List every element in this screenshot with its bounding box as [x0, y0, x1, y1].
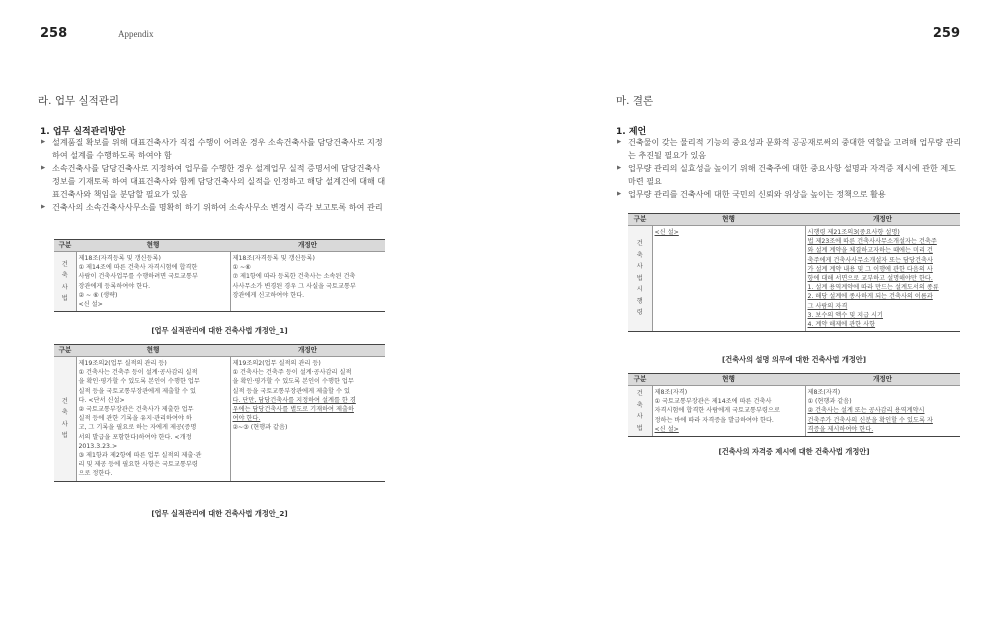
amendment-table — [628, 213, 960, 332]
section-title: 마. 결론 — [616, 95, 654, 107]
row-label — [628, 226, 652, 332]
header-current: 현행 — [76, 240, 230, 252]
proposed-text — [805, 226, 960, 332]
row-label-char: 사 — [61, 283, 68, 291]
current-text — [652, 386, 805, 437]
row-label-char: 건 — [61, 260, 68, 268]
header-category: 구분 — [628, 214, 652, 226]
cell-line: 제8조(자격) — [654, 389, 688, 396]
cell-line: 제8조(자격) — [807, 389, 841, 396]
row-label-char: 건 — [61, 397, 68, 405]
header-proposed: 개정안 — [230, 240, 385, 252]
cell-line: 가 설계 계약 내용 및 그 이행에 관한 다음의 사 — [807, 265, 933, 273]
cell-line: 2013.3.23.> — [78, 442, 118, 450]
bullet-list — [616, 136, 966, 201]
row-label-char: 축 — [636, 251, 643, 259]
cell-line: 격증을 제시하여야 한다. — [807, 425, 874, 433]
cell-line: <신 설> — [654, 425, 679, 433]
cell-line: 제19조의2(업무 실적의 관리 등) — [78, 360, 167, 367]
cell-line: 축주에게 건축사사무소개설자 또는 담당건축사 — [807, 256, 933, 264]
row-label — [54, 357, 76, 482]
cell-line: 건축주가 건축사의 신분을 확인할 수 있도록 자 — [807, 416, 933, 424]
cell-line: ① 제14조에 따른 건축사 자격시험에 합격한 — [78, 264, 198, 272]
row-label — [628, 386, 652, 437]
cell-line: 와 설계 계약을 체결하고자하는 때에는 미리 건 — [807, 247, 933, 255]
table-caption: [건축사의 설명 의무에 대한 건축사법 개정안] — [721, 355, 867, 364]
table-caption: [업무 실적관리에 대한 건축사법 개정안_1] — [151, 326, 288, 335]
cell-line: ① 건축사는 건축주 등이 설계·공사감리 실적 — [78, 369, 198, 377]
cell-line: 리 및 제공 등에 필요한 사항은 국토교통부령 — [78, 461, 198, 469]
cell-line: 4. 계약 해제에 관한 사항 — [807, 321, 876, 329]
row-label — [54, 252, 76, 312]
row-label-char: 사 — [636, 263, 643, 271]
cell-line: 다. <단서 신설> — [78, 396, 125, 404]
cell-line: 3. 보수의 액수 및 지급 시기 — [807, 311, 884, 319]
row-label-char: 사 — [61, 420, 68, 428]
row-label-char: 축 — [61, 272, 68, 280]
cell-line: 사람이 건축사업무를 수행하려면 국토교통부 — [78, 273, 198, 281]
row-label-char: 령 — [636, 309, 643, 317]
cell-line: 제19조의2(업무 실적의 관리 등) — [232, 360, 321, 367]
page-number: 259 — [932, 26, 960, 41]
cell-line: 여야 한다. — [232, 415, 261, 423]
cell-line: 자격시험에 합격한 사람에게 국토교통부령으로 — [654, 407, 780, 415]
row-label-char: 건 — [636, 240, 643, 248]
bullet-item: ▶ 소속건축사를 담당건축사로 지정하여 업무를 수행한 경우 설계업무 실적 증명서에 담당건축사 정보를 기재토록 하여 대표건축사와 함께 담당건축사의 실적을 인정하고 해당 설계건에 대해 대표건축사와 책임을 분담할 필요가 있음 — [40, 162, 390, 201]
right-page — [500, 0, 1000, 625]
current-text — [76, 252, 230, 312]
cell-line: ② 국토교통부장관은 건축사가 제출한 업무 — [78, 406, 194, 414]
cell-line: 으로 정한다. — [78, 470, 113, 478]
cell-line: ① (현행과 같음) — [807, 398, 852, 406]
cell-line: 1. 설계 용역계약에 따라 만드는 설계도서의 종류 — [807, 284, 939, 292]
cell-line: 그 사람의 자격 — [807, 302, 848, 310]
cell-line: 을 확인·평가할 수 있도록 본인이 수행한 업무 — [78, 378, 200, 386]
proposed-text — [805, 386, 960, 437]
cell-line: 다. 단만, 담당건축사를 지정하여 설계를 한 경 — [232, 396, 356, 404]
cell-line: 시행령 제21조의3(중요사항 설명) — [807, 229, 900, 236]
cell-line: ① 국토교통부장관은 제14조에 따른 건축사 — [654, 398, 772, 406]
row-label-char: 법 — [636, 274, 643, 282]
cell-line: 고, 그 기록을 필요로 하는 자에게 제공(증명 — [78, 424, 197, 432]
bullet-item: ▶ 설계품질 확보를 위해 대표건축사가 직접 수행이 어려운 경우 소속건축사를 담당건축사로 지정하여 설계를 수행하도록 하여야 함 — [40, 136, 390, 162]
header-current: 현행 — [76, 345, 230, 357]
row-label-char: 축 — [61, 409, 68, 417]
header-category: 구분 — [628, 374, 652, 386]
cell-line: 실적 등을 국토교통부장관에게 제출할 수 있 — [78, 387, 196, 395]
header-current: 현행 — [652, 374, 805, 386]
cell-line: 장관에게 등록하여야 한다. — [78, 282, 151, 290]
current-text — [76, 357, 230, 482]
cell-line: 정하는 바에 따라 자격증을 발급하여야 한다. — [654, 416, 774, 424]
current-text — [652, 226, 805, 332]
cell-line: ②~③ (현행과 같음) — [232, 424, 288, 432]
amendment-table — [54, 239, 385, 312]
cell-line: 사사무소가 변경된 경우 그 사실을 국토교통부 — [232, 282, 356, 290]
header-category: 구분 — [54, 345, 76, 357]
row-label-char: 법 — [61, 295, 68, 303]
cell-line: 2. 해당 설계에 종사하게 되는 건축사의 이름과 — [807, 293, 933, 301]
subsection-title: 1. 업무 실적관리방안 — [40, 127, 126, 137]
row-label-char: 법 — [61, 432, 68, 440]
header-proposed: 개정안 — [805, 374, 960, 386]
cell-line: 항에 대해 서면으로 교부하고 설명해야만 한다. — [807, 275, 933, 283]
page-number: 258 — [40, 26, 68, 41]
cell-line: 실적 등을 국토교통부장관에게 제출할 수 있 — [232, 387, 350, 395]
row-label-char: 행 — [636, 297, 643, 305]
cell-line: ⑦ 제1항에 따라 등록한 건축사는 소속된 건축 — [232, 273, 356, 281]
cell-line: 제18조(자격등록 및 갱신등록) — [78, 255, 161, 262]
header-category: 구분 — [54, 240, 76, 252]
cell-line: <신 설> — [654, 229, 679, 236]
cell-line: ② 건축사는 설계 또는 공사감리 용역계약시 — [807, 407, 925, 415]
section-title: 라. 업무 실적관리 — [38, 95, 120, 107]
cell-line: ① ~⑥ — [232, 264, 251, 272]
cell-line: 을 확인·평가할 수 있도록 본인이 수행한 업무 — [232, 378, 354, 386]
bullet-item: ▶ 업무량 관리를 건축사에 대한 국민의 신뢰와 위상을 높이는 정책으로 활용 — [616, 188, 966, 201]
cell-line: ② ~ ⑥ (생략) — [78, 291, 118, 299]
table-caption: [건축사의 자격증 제시에 대한 건축사법 개정안] — [718, 447, 870, 456]
bullet-item: ▶ 업무량 관리의 실효성을 높이기 위해 건축주에 대한 중요사항 설명과 자격증 제시에 관한 제도 마련 필요 — [616, 162, 966, 188]
amendment-table — [54, 344, 385, 482]
cell-line: 제18조(자격등록 및 갱신등록) — [232, 255, 315, 262]
table-caption: [업무 실적관리에 대한 건축사법 개정안_2] — [151, 509, 288, 518]
header-proposed: 개정안 — [805, 214, 960, 226]
header-current: 현행 — [652, 214, 805, 226]
running-head: Appendix — [118, 29, 154, 39]
bullet-list — [40, 136, 390, 214]
bullet-item: ▶ 건축물이 갖는 물리적 기능의 중요성과 문화적 공공재로써의 중대한 역할을 고려해 업무량 관리는 추진될 필요가 있음 — [616, 136, 966, 162]
row-label-char: 시 — [636, 286, 643, 294]
row-label-char: 법 — [636, 424, 643, 432]
cell-line: 장관에게 신고하여야 한다. — [232, 291, 305, 299]
cell-line: ① 건축사는 건축주 등이 설계·공사감리 실적 — [232, 369, 352, 377]
amendment-table — [628, 373, 960, 437]
cell-line: ③ 제1항과 제2항에 따른 업무 실적의 제출·관 — [78, 452, 202, 460]
proposed-text — [230, 357, 385, 482]
cell-line: 실적 등에 관한 기록을 유지·관리하여야 하 — [78, 415, 192, 423]
cell-line: 우에는 담당건축사를 별도로 기재하여 제출하 — [232, 406, 354, 414]
cell-line: 서의 발급을 포함한다)하여야 한다. <개정 — [78, 433, 192, 441]
cell-line: 법 제23조에 따른 건축사사무소개설자는 건축주 — [807, 238, 937, 246]
cell-line: <신 설> — [78, 301, 103, 309]
header-proposed: 개정안 — [230, 345, 385, 357]
row-label-char: 사 — [636, 413, 643, 420]
row-label-char: 건 — [636, 390, 643, 397]
bullet-item: ▶ 건축사의 소속건축사사무소를 명확히 하기 위하여 소속사무소 변경시 즉각 보고토록 하여 관리 — [40, 201, 390, 214]
subsection-title: 1. 제언 — [616, 127, 647, 137]
row-label-char: 축 — [636, 401, 643, 409]
proposed-text — [230, 252, 385, 312]
